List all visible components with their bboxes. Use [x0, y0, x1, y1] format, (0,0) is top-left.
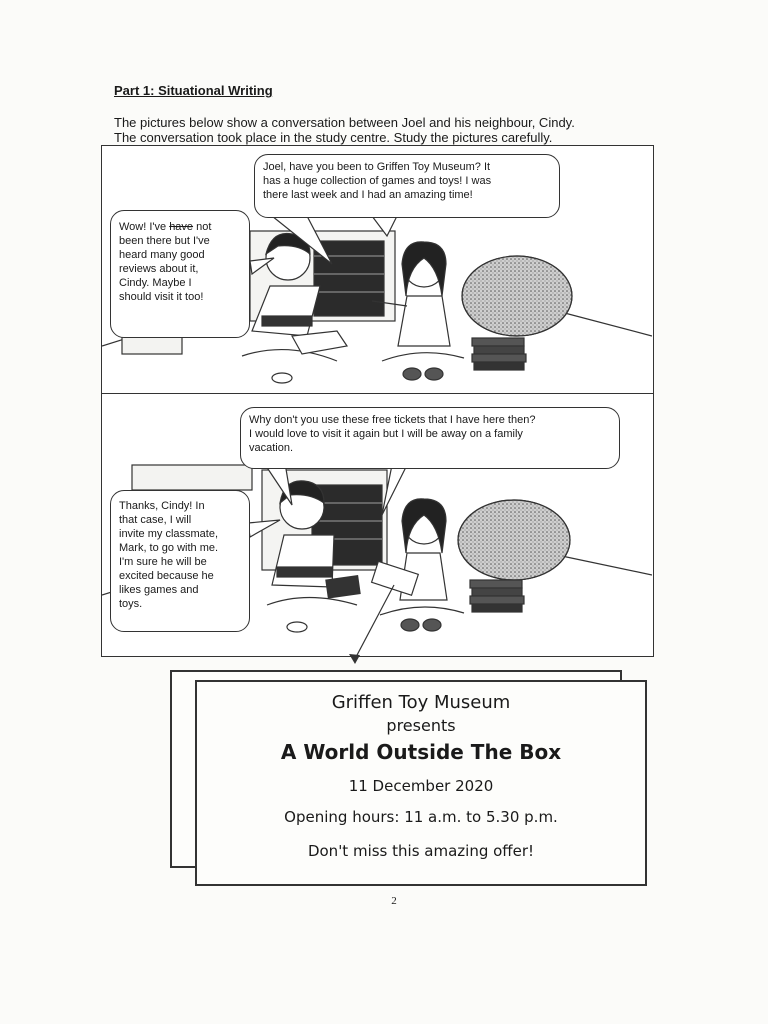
bubble-line: I'm sure he will be: [119, 556, 207, 568]
ticket-tagline: Don't miss this amazing offer!: [307, 842, 535, 860]
page-number: 2: [391, 895, 397, 907]
bubble-line: Cindy. Maybe I: [119, 277, 192, 289]
bubble-line: there last week and I had an amazing time!: [263, 189, 473, 201]
bubble-line: heard many good: [119, 249, 205, 261]
bubble-text: Wow! I've: [119, 221, 170, 233]
joel-speech-bubble-1: [110, 210, 250, 338]
ticket-opening-hours: Opening hours: 11 a.m. to 5.30 p.m.: [284, 808, 558, 826]
bubble-line: vacation.: [249, 442, 294, 454]
ticket-museum-name: Griffen Toy Museum: [331, 692, 511, 713]
bubble-line: [119, 220, 241, 234]
intro-line: The conversation took place in the study centre. Study the pictures carefully.: [114, 130, 553, 145]
bubble-line: invite my classmate,: [119, 528, 219, 540]
cindy-speech-bubble-1: [254, 154, 560, 218]
section-heading: Part 1: Situational Writing: [114, 83, 273, 98]
bubble-line: I would love to visit it again but I will be away on a family: [249, 428, 523, 440]
cindy-speech-bubble-2: [240, 407, 620, 469]
bubble-line: reviews about it,: [119, 263, 199, 275]
intro-text: [114, 115, 634, 145]
museum-ticket: [195, 680, 647, 886]
bubble-line: toys.: [119, 598, 143, 610]
bubble-line: Thanks, Cindy! In: [119, 500, 205, 512]
arrow-head-icon: [348, 652, 362, 666]
bubble-line: excited because he: [119, 570, 214, 582]
bubble-line: been there but I've: [119, 235, 210, 247]
panel-divider: [101, 393, 654, 394]
bubble-line: Mark, to go with me.: [119, 542, 219, 554]
bubble-line: should visit it too!: [119, 291, 204, 303]
bubble-line: Joel, have you been to Griffen Toy Museum? It: [263, 161, 491, 173]
bubble-line: likes games and: [119, 584, 199, 596]
bubble-text: not: [193, 221, 212, 233]
bubble-line: Why don't you use these free tickets that I have here then?: [249, 414, 536, 426]
intro-line: The pictures below show a conversation between Joel and his neighbour, Cindy.: [114, 115, 575, 130]
bubble-line: that case, I will: [119, 514, 192, 526]
ticket-presents: presents: [386, 716, 456, 735]
ticket-date: 11 December 2020: [348, 777, 494, 795]
ticket-event-title: A World Outside The Box: [280, 740, 562, 764]
struck-word: have: [169, 221, 194, 233]
bubble-line: has a huge collection of games and toys! I was: [263, 175, 492, 187]
joel-speech-bubble-2: [110, 490, 250, 632]
